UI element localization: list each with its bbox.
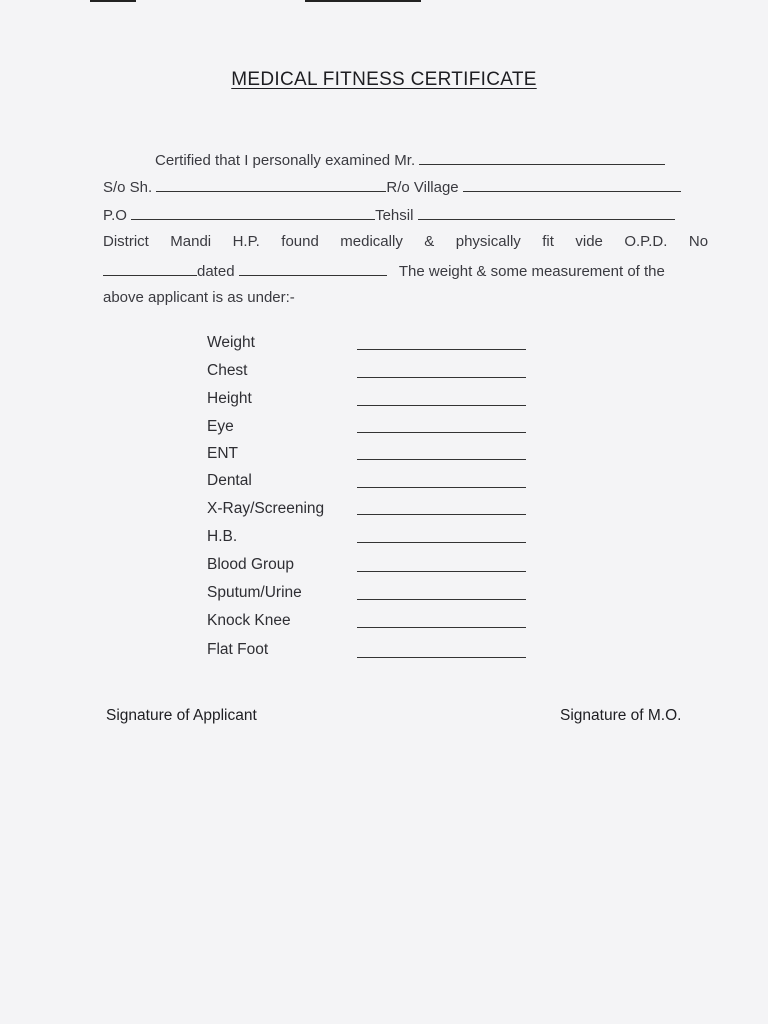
dental-field[interactable] <box>357 487 526 488</box>
above-applicant-line: above applicant is as under:- <box>103 289 295 306</box>
top-edge-mark <box>90 0 136 2</box>
district-word: Mandi <box>170 233 212 250</box>
height-field[interactable] <box>357 405 526 406</box>
flat-foot-field[interactable] <box>357 657 526 658</box>
eye-field[interactable] <box>357 432 526 433</box>
measurement-label: ENT <box>207 445 238 462</box>
po-label: P.O <box>103 207 127 224</box>
tehsil-label: Tehsil <box>375 207 414 224</box>
knock-knee-field[interactable] <box>357 627 526 628</box>
chest-field[interactable] <box>357 377 526 378</box>
measurement-label: H.B. <box>207 528 238 545</box>
measurement-label: Blood Group <box>207 556 295 573</box>
blood-group-field[interactable] <box>357 571 526 572</box>
po-tehsil-line <box>103 205 675 224</box>
dated-label: dated <box>197 263 235 280</box>
measurement-label: X-Ray/Screening <box>207 500 325 517</box>
opd-number-field[interactable] <box>103 261 197 276</box>
village-field[interactable] <box>463 177 681 192</box>
po-field[interactable] <box>131 205 375 220</box>
xray-screening-field[interactable] <box>357 514 526 515</box>
name-field[interactable] <box>419 150 665 165</box>
father-name-field[interactable] <box>156 177 386 192</box>
village-label: R/o Village <box>386 179 459 196</box>
so-village-line <box>103 177 681 196</box>
district-word: found <box>281 233 319 250</box>
measurement-label: Flat Foot <box>207 641 269 658</box>
so-label: S/o Sh. <box>103 179 153 196</box>
weight-field[interactable] <box>357 349 526 350</box>
district-word: District <box>103 233 149 250</box>
dated-field[interactable] <box>239 261 387 276</box>
district-word: & <box>424 233 435 250</box>
measurement-label: Sputum/Urine <box>207 584 302 601</box>
district-word: fit <box>542 233 554 250</box>
certified-line <box>155 150 665 169</box>
hb-field[interactable] <box>357 542 526 543</box>
opd-dated-line <box>103 261 665 280</box>
district-word: H.P. <box>232 233 260 250</box>
district-word: No <box>688 233 709 250</box>
certified-text: Certified that I personally examined Mr. <box>155 152 416 169</box>
measurement-label: Chest <box>207 362 248 379</box>
page-title: MEDICAL FITNESS CERTIFICATE <box>231 69 537 90</box>
sputum-urine-field[interactable] <box>357 599 526 600</box>
district-line <box>103 233 708 250</box>
officer-signature-label: Signature of M.O. <box>560 707 682 724</box>
tehsil-field[interactable] <box>418 205 675 220</box>
district-word: medically <box>340 233 403 250</box>
district-word: O.P.D. <box>624 233 668 250</box>
district-word: vide <box>575 233 603 250</box>
measurement-label: Dental <box>207 472 252 489</box>
measurement-label: Weight <box>207 334 255 351</box>
district-word: physically <box>455 233 521 250</box>
measurement-label: Height <box>207 390 252 407</box>
measurement-label: Knock Knee <box>207 612 291 629</box>
ent-field[interactable] <box>357 459 526 460</box>
weight-measurement-text: The weight & some measurement of the <box>398 263 665 280</box>
applicant-signature-label: Signature of Applicant <box>106 707 257 724</box>
measurement-label: Eye <box>207 418 234 435</box>
top-edge-mark <box>305 0 421 2</box>
